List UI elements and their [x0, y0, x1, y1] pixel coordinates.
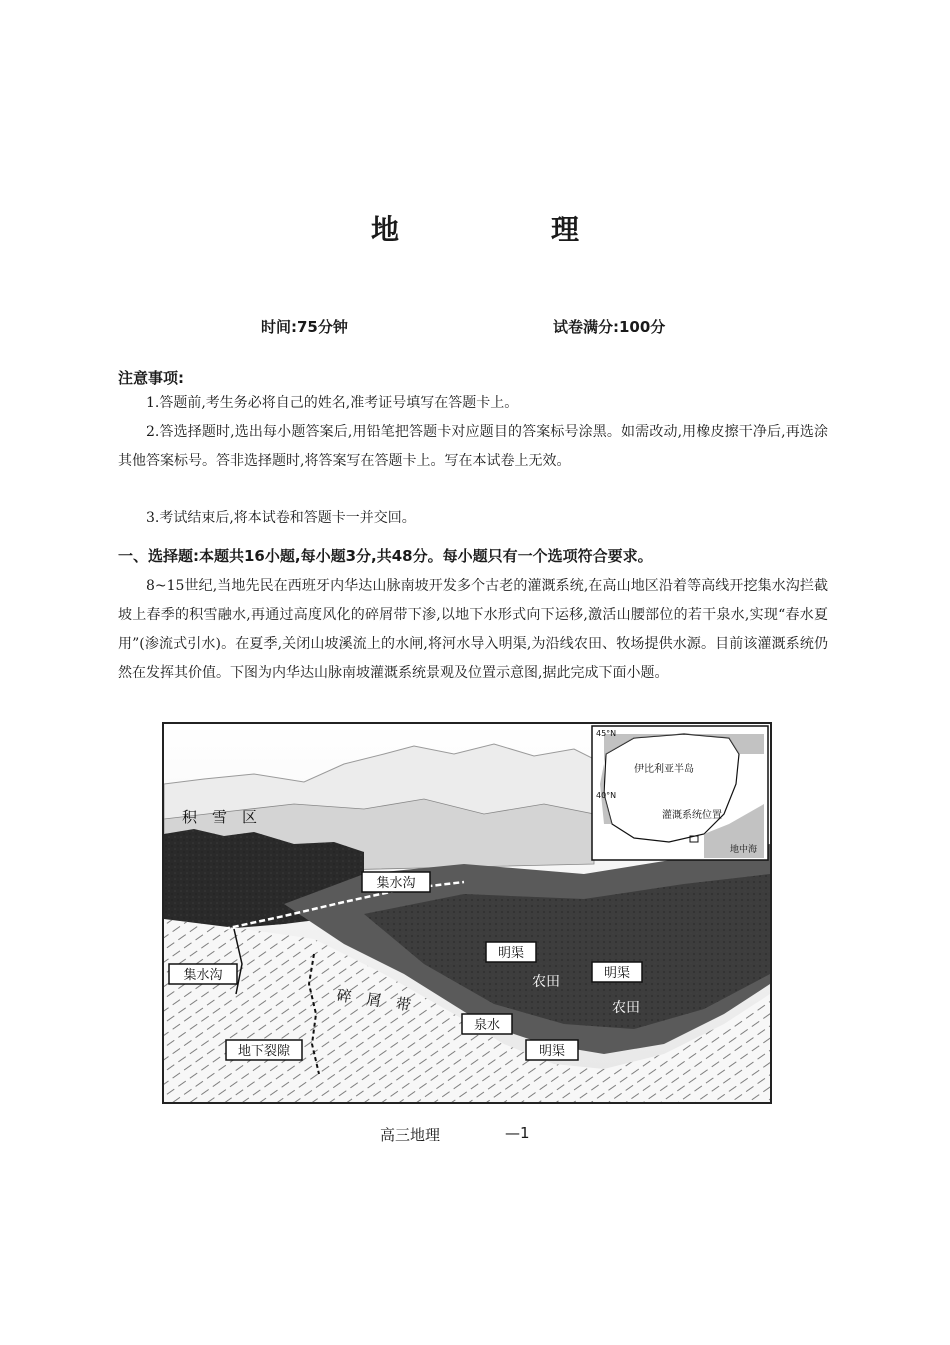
label-ditch-top [362, 872, 430, 892]
label-canal-3 [526, 1040, 578, 1060]
label-ditch-left [169, 964, 237, 984]
label-farm-2: 农田 [612, 1000, 640, 1016]
label-snow-zone: 积 雪 区 [182, 808, 258, 826]
note-item: 1.答题前,考生务必将自己的姓名,准考证号填写在答题卡上。 [146, 395, 519, 411]
footer-subject: 高三地理 [380, 1126, 441, 1144]
label-spring-text: 泉水 [473, 1018, 501, 1033]
inset-lat-40: 40°N [596, 791, 617, 800]
note-item: 3.考试结束后,将本试卷和答题卡一并交回。 [146, 510, 416, 526]
label-debris-zone: 碎 屑 带 [335, 986, 413, 1015]
label-spring [462, 1014, 512, 1034]
inset-sea: 地中海 [730, 845, 758, 855]
notes-heading: 注意事项: [118, 369, 184, 387]
inset-peninsula: 伊比利亚半岛 [634, 764, 694, 775]
inset-system-location: 灌溉系统位置 [662, 810, 722, 821]
label-ditch-top-text: 集水沟 [376, 876, 416, 891]
inset-map [592, 726, 768, 860]
inset-lat-45: 45°N [596, 729, 617, 738]
label-farm-1: 农田 [532, 974, 560, 990]
label-canal-2-text: 明渠 [603, 966, 631, 981]
label-fracture [226, 1040, 302, 1060]
label-canal-1 [486, 942, 536, 962]
exam-time: 时间:75分钟 [261, 318, 348, 336]
label-fracture-text: 地下裂隙 [237, 1044, 291, 1059]
page-title: 地 理 [370, 213, 641, 246]
note-item: 2.答选择题时,选出每小题答案后,用铅笔把答题卡对应题目的答案标号涂黑。如需改动,用橡皮擦干净后,再选涂其他答案标号。答非选择题时,将答案写在答题卡上。写在本试卷上无效。 [118, 424, 828, 469]
exam-score: 试卷满分:100分 [553, 318, 666, 336]
section-heading: 一、选择题:本题共16小题,每小题3分,共48分。每小题只有一个选项符合要求。 [118, 547, 653, 565]
footer-page-number: —1 [505, 1124, 530, 1142]
label-canal-3-text: 明渠 [538, 1044, 566, 1059]
landscape-figure [162, 722, 772, 1104]
question-passage: 8~15世纪,当地先民在西班牙内华达山脉南坡开发多个古老的灌溉系统,在高山地区沿着等高线开挖集水沟拦截坡上春季的积雪融水,再通过高度风化的碎屑带下渗,以地下水形式向下运移,激活山腰部位的若干泉水,实现“春水夏用”(渗流式引水)。在夏季,关闭山坡溪流上的水闸,将河水导入明渠,为沿线农田、牧场提供水源。目前该灌溉系统仍然在发挥其价值。下图为内华达山脉南坡灌溉系统景观及位置示意图,据此完成下面小题。 [118, 578, 828, 681]
label-canal-1-text: 明渠 [497, 946, 525, 961]
label-canal-2 [592, 962, 642, 982]
label-ditch-left-text: 集水沟 [183, 968, 223, 983]
